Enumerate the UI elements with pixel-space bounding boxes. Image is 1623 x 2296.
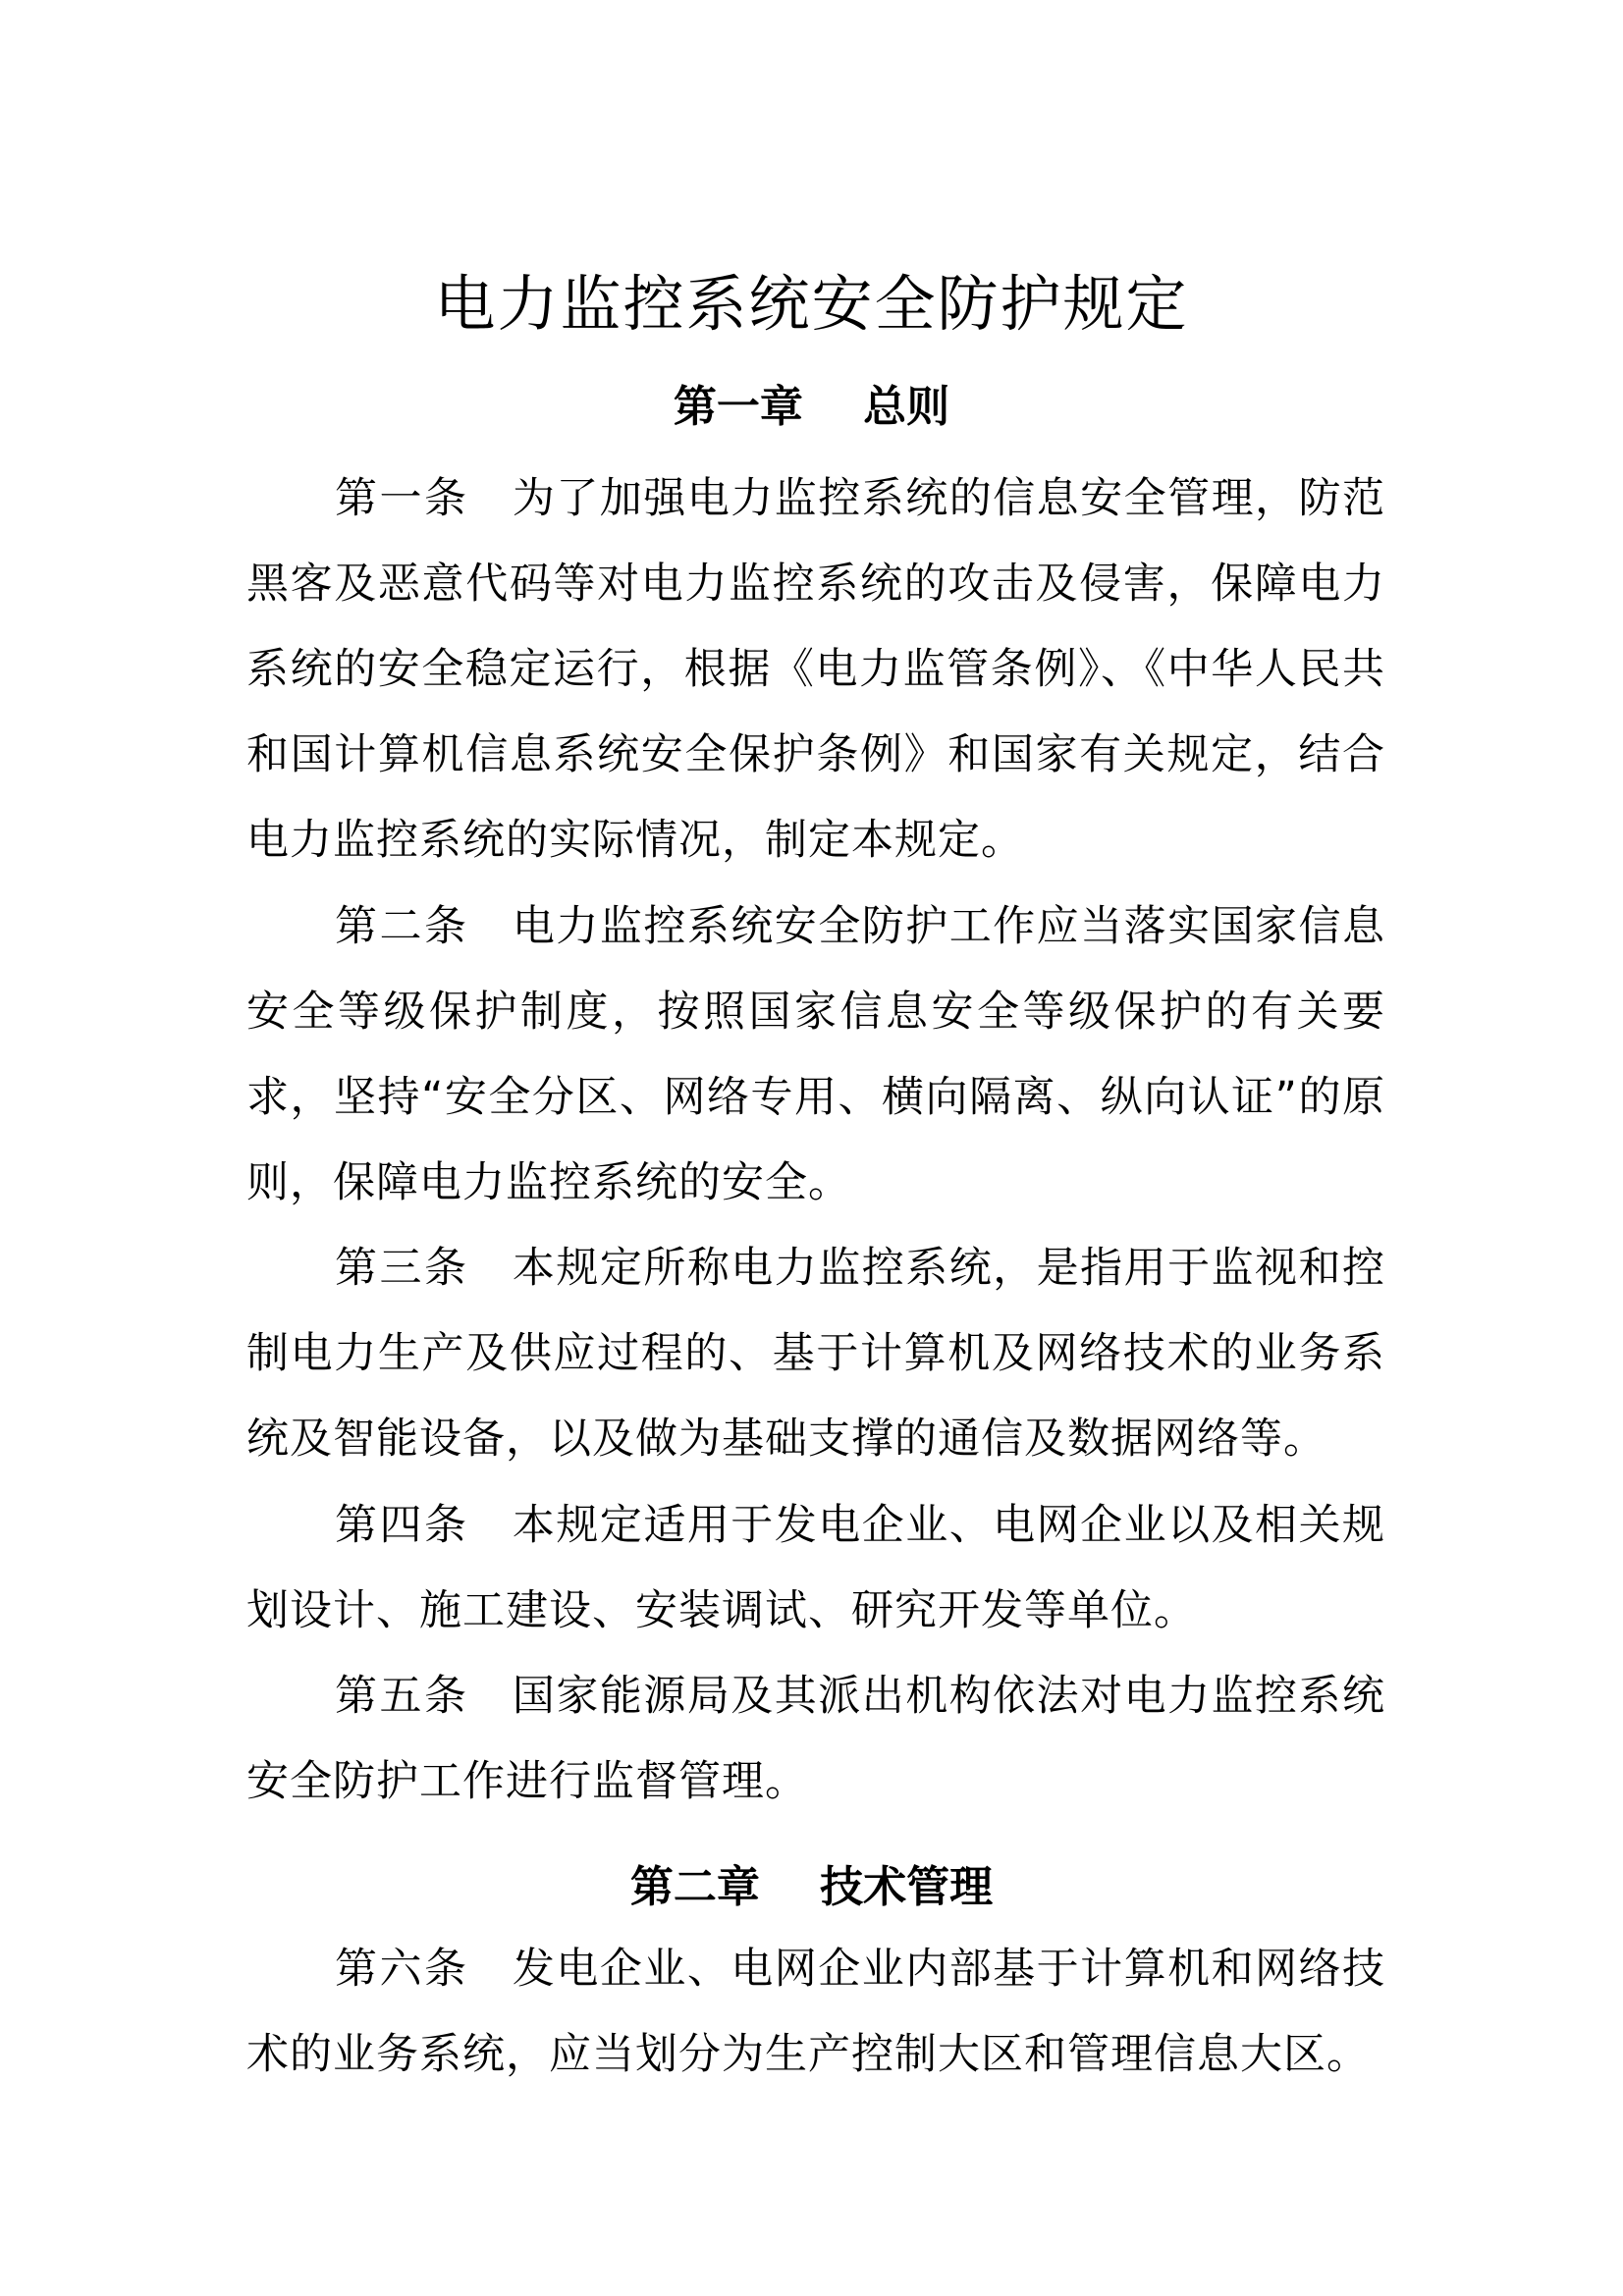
article-3 — [246, 1226, 1385, 1482]
article-1-number: 第一条 — [335, 474, 469, 523]
document-title: 电力监控系统安全防护规定 — [434, 268, 1189, 340]
article-2-number: 第二条 — [335, 902, 469, 951]
article-2-text: 电力监控系统安全防护工作应当落实国家信息安全等级保护制度，按照国家信息安全等级保护的有关要求，坚持“安全分区、网络专用、横向隔离、纵向认证”的原则，保障电力监控系统的安全。 — [246, 902, 1386, 1207]
article-3-number: 第三条 — [335, 1244, 469, 1293]
article-4-text: 本规定适用于发电企业、电网企业以及相关规划设计、施工建设、安装调试、研究开发等单位。 — [246, 1501, 1386, 1635]
chapter-2-heading: 第二章 技术管理 — [629, 1862, 994, 1912]
article-5-number: 第五条 — [335, 1672, 469, 1721]
article-5 — [246, 1654, 1385, 1825]
chapter-1-heading: 第一章 总则 — [673, 382, 950, 432]
article-3-text: 本规定所称电力监控系统，是指用于监视和控制电力生产及供应过程的、基于计算机及网络技术的业务系统及智能设备，以及做为基础支撑的通信及数据网络等。 — [246, 1244, 1386, 1464]
article-2 — [246, 884, 1385, 1226]
article-1 — [246, 456, 1385, 883]
article-1-text: 为了加强电力监控系统的信息安全管理，防范黑客及恶意代码等对电力监控系统的攻击及侵害，保障电力系统的安全稳定运行，根据《电力监管条例》、《中华人民共和国计算机信息系统安全保护条例》和国家有关规定，结合电力监控系统的实际情况，制定本规定。 — [246, 474, 1386, 865]
article-6-text: 发电企业、电网企业内部基于计算机和网络技术的业务系统，应当划分为生产控制大区和管理信息大区。 — [246, 1945, 1386, 2079]
article-4-number: 第四条 — [335, 1501, 469, 1550]
article-6-number: 第六条 — [335, 1945, 469, 1994]
article-5-text: 国家能源局及其派出机构依法对电力监控系统安全防护工作进行监督管理。 — [246, 1672, 1386, 1806]
article-4 — [246, 1483, 1385, 1654]
article-6 — [246, 1927, 1385, 2098]
